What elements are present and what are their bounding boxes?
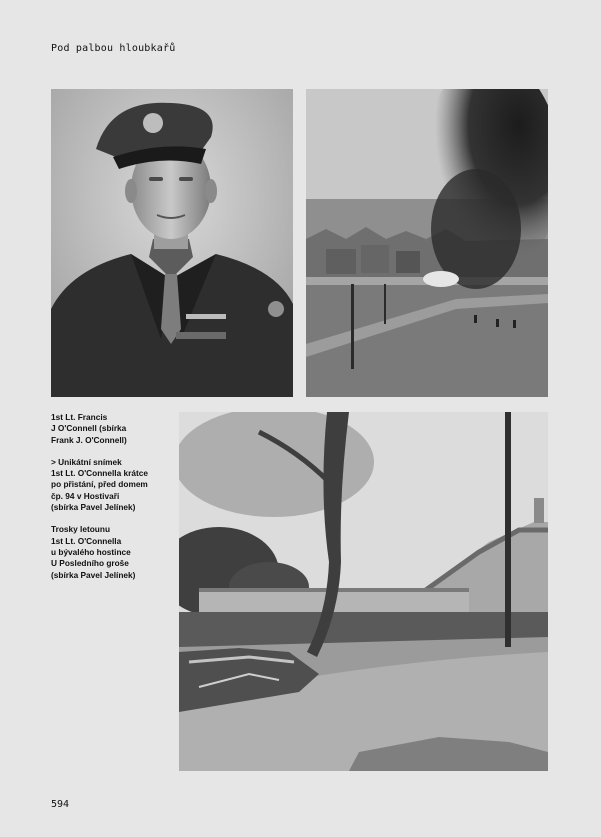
running-title: Pod palbou hloubkařů (51, 43, 176, 54)
caption-landing: > Unikátní snímek 1st Lt. O'Connella krátce po přistání, před domem čp. 94 v Hostivaři (sbírka Pavel Jelínek) (51, 456, 148, 513)
caption-portrait: 1st Lt. Francis J O'Connell (sbírka Frank J. O'Connell) (51, 412, 127, 445)
caption-wreckage: Trosky letounu 1st Lt. O'Connella u bývalého hostince U Posledního groše (sbírka Pavel Jelínek) (51, 524, 136, 580)
photo-captions (51, 412, 173, 592)
landing-field-photo (306, 89, 548, 397)
wreckage-photo (179, 412, 548, 771)
page-number: 594 (51, 799, 70, 810)
portrait-photo (51, 89, 293, 397)
